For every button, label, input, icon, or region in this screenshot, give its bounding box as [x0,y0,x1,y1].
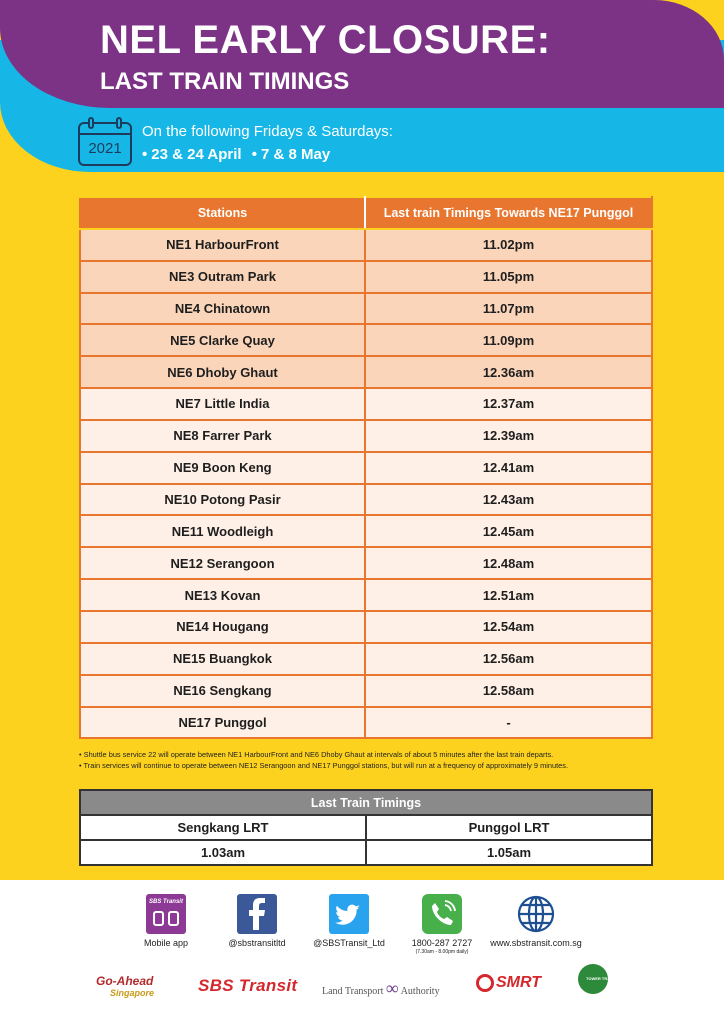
lta-logo: Land Transport ∞ Authority [322,978,440,998]
contact-label: 1800-287 2727 [411,938,473,948]
column-header-stations: Stations [80,197,365,229]
table-row [80,452,652,484]
station-name: NE9 Boon Keng [80,452,365,484]
sbs-transit-logo: SBS Transit [198,976,298,995]
lrt-time-sengkang: 1.03am [80,840,366,865]
sbs-app-icon: SBS Transit [146,894,186,934]
dates-intro: On the following Fridays & Saturdays: [142,123,393,140]
dates-list: • 23 & 24 April • 7 & 8 May [142,146,331,163]
last-train-time: 12.48am [365,547,652,579]
contact-label: Mobile app [143,938,189,948]
calendar-year: 2021 [88,140,122,157]
station-name: NE8 Farrer Park [80,420,365,452]
station-name: NE10 Potong Pasir [80,484,365,516]
table-row [80,261,652,293]
station-name: NE6 Dhoby Ghaut [80,356,365,388]
table-row [80,420,652,452]
station-name: NE1 HarbourFront [80,229,365,261]
station-name: NE16 Sengkang [80,675,365,707]
table-row [80,229,652,261]
table-row [80,388,652,420]
note-shuttle-bus: • Shuttle bus service 22 will operate between NE1 HarbourFront and NE6 Dhoby Ghaut at intervals of about 5 minutes after the last train departs. [79,750,554,759]
table-row [80,293,652,325]
table-row [80,356,652,388]
lrt-column-sengkang: Sengkang LRT [80,815,366,840]
last-train-time: 12.54am [365,611,652,643]
lrt-time-punggol: 1.05am [366,840,652,865]
last-train-time: 12.43am [365,484,652,516]
last-train-time: 11.05pm [365,261,652,293]
contact-website[interactable] [471,894,601,948]
station-name: NE5 Clarke Quay [80,324,365,356]
page-subtitle: LAST TRAIN TIMINGS [100,68,350,95]
table-row [80,484,652,516]
last-train-time: 12.51am [365,579,652,611]
table-row [80,675,652,707]
table-row [80,579,652,611]
station-name: NE7 Little India [80,388,365,420]
table-row [80,707,652,739]
last-train-time: 12.39am [365,420,652,452]
last-train-time: 12.36am [365,356,652,388]
last-train-time: 12.45am [365,515,652,547]
station-name: NE15 Buangkok [80,643,365,675]
station-name: NE4 Chinatown [80,293,365,325]
station-name: NE17 Punggol [80,707,365,739]
lrt-column-punggol: Punggol LRT [366,815,652,840]
table-row [80,324,652,356]
contact-label: @SBSTransit_Ltd [313,938,385,948]
contact-hours: (7.30am - 8.00pm daily) [415,949,469,955]
globe-icon [516,894,556,934]
table-row [80,547,652,579]
last-train-table [79,196,653,739]
phone-icon [422,894,462,934]
station-name: NE12 Serangoon [80,547,365,579]
station-name: NE3 Outram Park [80,261,365,293]
go-ahead-logo: Go-Ahead Singapore [96,974,155,998]
date-item: 7 & 8 May [261,146,331,163]
page-title: NEL EARLY CLOSURE: [100,18,551,62]
note-train-frequency: • Train services will continue to operate between NE12 Serangoon and NE17 Punggol stations, but will run at a frequency of approximately 9 minutes. [79,761,569,770]
last-train-time: 11.07pm [365,293,652,325]
column-header-timings: Last train Timings Towards NE17 Punggol [365,197,652,229]
table-row [80,515,652,547]
last-train-time: 11.02pm [365,229,652,261]
lrt-title: Last Train Timings [80,790,652,815]
station-name: NE14 Hougang [80,611,365,643]
footer [0,880,724,1024]
station-name: NE11 Woodleigh [80,515,365,547]
calendar-icon [78,122,132,166]
last-train-time: 12.58am [365,675,652,707]
last-train-time: 12.56am [365,643,652,675]
table-row [80,611,652,643]
last-train-time: 12.37am [365,388,652,420]
last-train-time: - [365,707,652,739]
facebook-icon [237,894,277,934]
contact-label: www.sbstransit.com.sg [490,938,582,948]
lrt-table [79,789,653,866]
table-row [80,643,652,675]
tower-transit-logo: TOWER TRANSIT [578,964,608,994]
notes [79,749,679,771]
last-train-time: 12.41am [365,452,652,484]
twitter-icon [329,894,369,934]
smrt-logo: SMRT [476,974,541,992]
station-name: NE13 Kovan [80,579,365,611]
date-item: 23 & 24 April [151,146,242,163]
last-train-time: 11.09pm [365,324,652,356]
contact-label: @sbstransitltd [228,938,286,948]
